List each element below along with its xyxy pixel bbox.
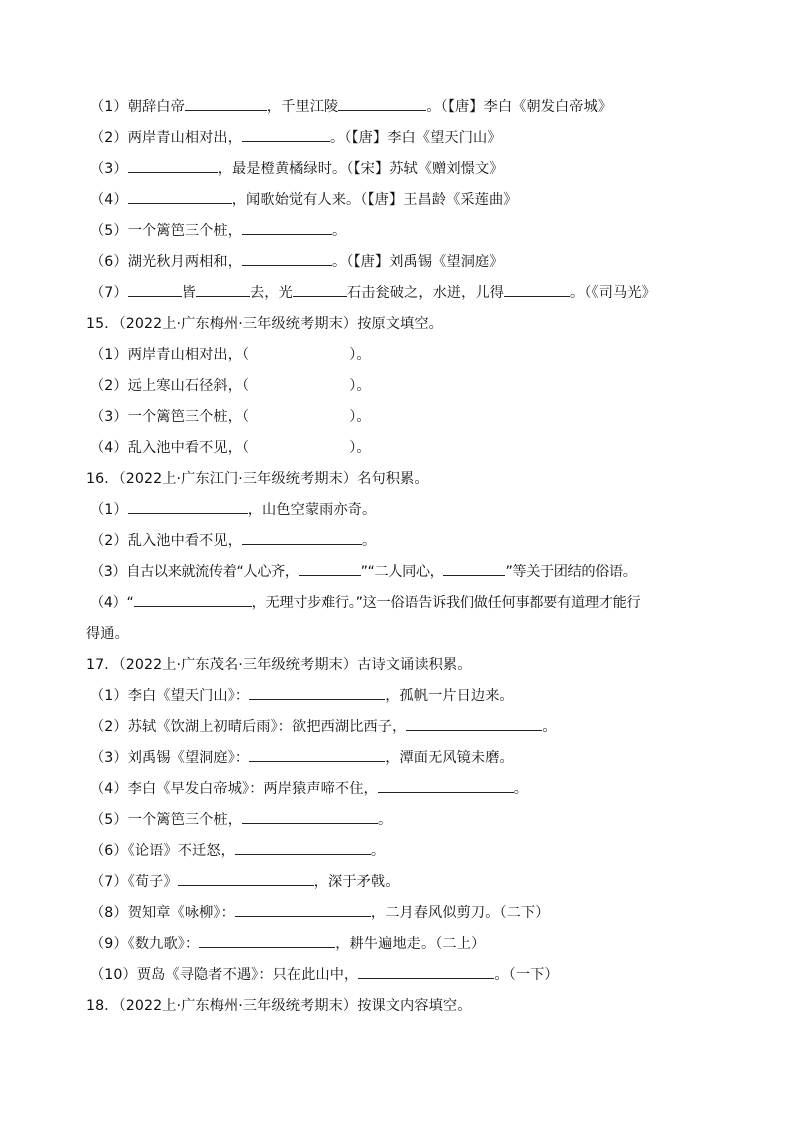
q16-item-3: （3）自古以来就流传着“人心齐， ”“二人同心， ”等关于团结的俗语。 <box>86 557 726 588</box>
answer-blank[interactable] <box>443 561 505 576</box>
answer-blank[interactable] <box>338 96 426 111</box>
q14-item-2: （2）两岸青山相对出， 。（【唐】李白《望天门山》 <box>86 123 726 154</box>
answer-blank[interactable] <box>128 189 232 204</box>
answer-blank[interactable] <box>196 282 250 297</box>
answer-blank[interactable] <box>128 499 248 514</box>
q14-item-5: （5）一个篱笆三个桩， 。 <box>86 216 726 247</box>
answer-blank[interactable] <box>249 685 385 700</box>
q17-item-6: （6）《论语》不迁怒， 。 <box>86 836 726 867</box>
q18-title: 18．（2022上·广东梅州·三年级统考期末）按课文内容填空。 <box>86 998 472 1014</box>
answer-blank[interactable] <box>242 530 362 545</box>
q16-item-2: （2）乱入池中看不见， 。 <box>86 526 726 557</box>
answer-blank[interactable] <box>242 220 332 235</box>
answer-blank[interactable] <box>406 716 542 731</box>
q17-item-5: （5）一个篱笆三个桩， 。 <box>86 805 726 836</box>
q14-item-6: （6）湖光秋月两相和， 。（【唐】刘禹锡《望洞庭》 <box>86 247 726 278</box>
q17-item-9: （9）《数九歌》： ，耕牛遍地走。（二上） <box>86 929 726 960</box>
answer-blank[interactable] <box>293 282 347 297</box>
answer-blank[interactable] <box>378 778 514 793</box>
q16-title: 16．（2022上·广东江门·三年级统考期末）名句积累。 <box>86 471 429 487</box>
answer-blank[interactable] <box>128 282 182 297</box>
answer-blank[interactable] <box>249 747 385 762</box>
q16-item-1: （1） ，山色空蒙雨亦奇。 <box>86 495 726 526</box>
q15-item-4: （4）乱入池中看不见，（ ）。 <box>90 440 371 456</box>
answer-blank[interactable] <box>178 871 314 886</box>
answer-blank[interactable] <box>128 158 218 173</box>
q15-title: 15．（2022上·广东梅州·三年级统考期末）按原文填空。 <box>86 316 443 332</box>
q15-item-3: （3）一个篱笆三个桩，（ ）。 <box>90 409 371 425</box>
q16-item-4: （4）“ ，无理寸步难行。”这一俗语告诉我们做任何事都要有道理才能行 <box>86 588 726 619</box>
answer-blank[interactable] <box>242 251 332 266</box>
q17-title: 17．（2022上·广东茂名·三年级统考期末）古诗文诵读积累。 <box>86 657 472 673</box>
answer-blank[interactable] <box>299 561 361 576</box>
answer-blank[interactable] <box>235 902 371 917</box>
q17-item-4: （4）李白《早发白帝城》：两岸猿声啼不住， 。 <box>86 774 726 805</box>
q17-item-10: （10）贾岛《寻隐者不遇》：只在此山中， 。（一下） <box>86 960 726 991</box>
answer-blank[interactable] <box>242 127 330 142</box>
answer-blank[interactable] <box>199 933 335 948</box>
answer-blank[interactable] <box>242 809 378 824</box>
q17-item-1: （1）李白《望天门山》： ，孤帆一片日边来。 <box>86 681 726 712</box>
q17-item-7: （7）《荀子》 ，深于矛戟。 <box>86 867 726 898</box>
q15-item-2: （2）远上寒山石径斜，（ ）。 <box>90 378 371 394</box>
q14-item-3: （3） ，最是橙黄橘绿时。（【宋】苏轼《赠刘憬文》 <box>86 154 726 185</box>
q16-item-4-continued: 得通。 <box>86 626 129 642</box>
answer-blank[interactable] <box>358 964 494 979</box>
answer-blank[interactable] <box>235 840 371 855</box>
q15-item-1: （1）两岸青山相对出，（ ）。 <box>90 347 371 363</box>
q14-item-7: （7） 皆 去，光 石击瓮破之，水迸，儿得 。（《司马光》 <box>86 278 726 309</box>
answer-blank[interactable] <box>185 96 267 111</box>
question-content <box>86 92 726 1022</box>
answer-blank[interactable] <box>504 282 570 297</box>
answer-blank[interactable] <box>134 592 252 607</box>
q17-item-2: （2）苏轼《饮湖上初晴后雨》：欲把西湖比西子， 。 <box>86 712 726 743</box>
q14-item-1: （1）朝辞白帝 ，千里江陵 。（【唐】李白《朝发白帝城》 <box>86 92 726 123</box>
q14-item-4: （4） ，闻歌始觉有人来。（【唐】王昌龄《采莲曲》 <box>86 185 726 216</box>
q17-item-8: （8）贺知章《咏柳》： ，二月春风似剪刀。（二下） <box>86 898 726 929</box>
q17-item-3: （3）刘禹锡《望洞庭》： ，潭面无风镜未磨。 <box>86 743 726 774</box>
